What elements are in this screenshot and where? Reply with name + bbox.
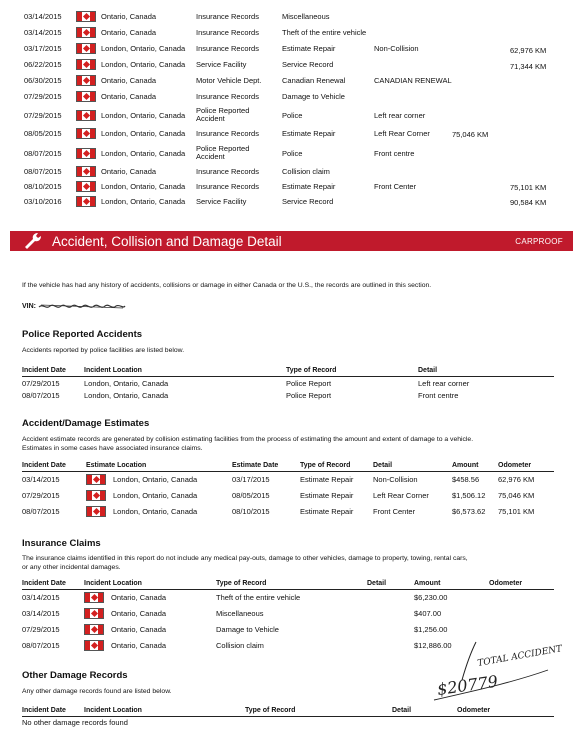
col-header-type: Type of Record xyxy=(216,580,267,587)
estimate-row-type: Estimate Repair xyxy=(300,491,354,500)
estimate-row-type: Estimate Repair xyxy=(300,507,354,516)
col-header-type: Type of Record xyxy=(300,462,351,469)
estimate-row-amount: $458.56 xyxy=(452,475,480,484)
col-header-estimate-date: Estimate Date xyxy=(232,462,279,469)
record-date: 03/10/2016 xyxy=(24,197,62,206)
estimate-row-location: London, Ontario, Canada xyxy=(113,491,198,500)
police-section-desc: Accidents reported by police facilities are listed below. xyxy=(22,347,185,354)
canada-flag-icon xyxy=(76,110,96,121)
canada-flag-icon xyxy=(84,592,104,603)
claims-section-desc: The insurance claims identified in this report do not include any medical pay-outs, damage to other vehicles, damage to property, towing, rental cars, xyxy=(22,555,468,562)
record-odometer: 62,976 KM xyxy=(510,46,547,55)
record-detail: Non-Collision xyxy=(374,44,419,53)
table-row xyxy=(0,196,579,210)
record-source: Service Facility xyxy=(196,197,247,206)
record-detail: Front Center xyxy=(374,182,417,191)
record-location: London, Ontario, Canada xyxy=(101,44,186,53)
brand-logo: CARPROOF xyxy=(515,237,563,246)
claim-row-type: Theft of the entire vehicle xyxy=(216,593,301,602)
estimate-row-odometer: 62,976 KM xyxy=(498,475,535,484)
claims-section-title: Insurance Claims xyxy=(22,538,101,549)
estimate-row-detail: Front Center xyxy=(373,507,416,516)
header-divider xyxy=(22,376,554,377)
record-date: 03/14/2015 xyxy=(24,12,62,21)
canada-flag-icon xyxy=(76,181,96,192)
record-source: Insurance Records xyxy=(196,182,259,191)
canada-flag-icon xyxy=(76,91,96,102)
record-source: Insurance Records xyxy=(196,129,259,138)
claim-row-date: 03/14/2015 xyxy=(22,593,60,602)
canada-flag-icon xyxy=(84,608,104,619)
police-section-title: Police Reported Accidents xyxy=(22,329,143,340)
record-date: 08/05/2015 xyxy=(24,129,62,138)
table-row xyxy=(0,505,579,519)
estimate-row-estimate-date: 03/17/2015 xyxy=(232,475,270,484)
estimate-row-estimate-date: 08/10/2015 xyxy=(232,507,270,516)
record-detail: Left rear corner xyxy=(374,111,426,120)
table-row xyxy=(0,11,579,25)
record-type: Estimate Repair xyxy=(282,182,336,191)
record-odometer: 75,101 KM xyxy=(510,183,547,192)
table-row xyxy=(0,607,579,621)
estimate-row-date: 03/14/2015 xyxy=(22,475,60,484)
estimates-section-title: Accident/Damage Estimates xyxy=(22,418,150,429)
record-type: Theft of the entire vehicle xyxy=(282,28,367,37)
record-date: 06/30/2015 xyxy=(24,76,62,85)
claims-section-desc-2: or any other incidental damages. xyxy=(22,564,121,571)
record-location: Ontario, Canada xyxy=(101,28,157,37)
handwritten-total-annotation xyxy=(408,640,568,714)
claim-row-type: Damage to Vehicle xyxy=(216,625,279,634)
police-row-location: London, Ontario, Canada xyxy=(84,391,169,400)
police-row-type: Police Report xyxy=(286,391,332,400)
canada-flag-icon xyxy=(84,624,104,635)
estimate-row-date: 08/07/2015 xyxy=(22,507,60,516)
record-location: Ontario, Canada xyxy=(101,167,157,176)
col-header-type: Type of Record xyxy=(286,367,337,374)
claim-row-type: Miscellaneous xyxy=(216,609,264,618)
record-source: Service Facility xyxy=(196,60,247,69)
table-row xyxy=(0,27,579,41)
record-source: Insurance Records xyxy=(196,167,259,176)
record-location: London, Ontario, Canada xyxy=(101,197,186,206)
record-date: 06/22/2015 xyxy=(24,60,62,69)
col-header-detail: Detail xyxy=(392,707,412,714)
claim-row-amount: $12,886.00 xyxy=(414,641,452,650)
record-date: 07/29/2015 xyxy=(24,111,62,120)
record-date: 03/17/2015 xyxy=(24,44,62,53)
header-divider xyxy=(22,471,554,472)
record-location: London, Ontario, Canada xyxy=(101,111,186,120)
section-intro: If the vehicle has had any history of accidents, collisions or damage in either Canada or the U.S., the records are outlined in this section. xyxy=(22,282,432,289)
section-banner xyxy=(10,231,573,251)
record-type: Estimate Repair xyxy=(282,129,336,138)
record-detail: Front centre xyxy=(374,149,415,158)
police-row-type: Police Report xyxy=(286,379,332,388)
header-divider xyxy=(22,589,554,590)
col-header-odometer: Odometer xyxy=(457,707,491,714)
record-date: 08/07/2015 xyxy=(24,167,62,176)
table-row xyxy=(0,59,579,73)
record-source: Police Reported Accident xyxy=(196,106,250,123)
col-header-detail: Detail xyxy=(367,580,387,587)
col-header-location: Incident Location xyxy=(84,580,142,587)
col-header-location: Incident Location xyxy=(84,707,142,714)
estimate-row-type: Estimate Repair xyxy=(300,475,354,484)
claim-row-amount: $6,230.00 xyxy=(414,593,448,602)
claim-row-amount: $1,256.00 xyxy=(414,625,448,634)
estimate-row-detail: Non-Collision xyxy=(373,475,418,484)
canada-flag-icon xyxy=(86,490,106,501)
canada-flag-icon xyxy=(76,27,96,38)
record-type: Service Record xyxy=(282,197,334,206)
vin-label: VIN: xyxy=(22,303,36,310)
claim-row-date: 03/14/2015 xyxy=(22,609,60,618)
record-source: Insurance Records xyxy=(196,44,259,53)
col-header-amount: Amount xyxy=(414,580,441,587)
canada-flag-icon xyxy=(86,506,106,517)
other-section-title: Other Damage Records xyxy=(22,670,128,681)
col-header-odometer: Odometer xyxy=(489,580,523,587)
record-type: Miscellaneous xyxy=(282,12,330,21)
police-row-date: 08/07/2015 xyxy=(22,391,60,400)
record-type: Canadian Renewal xyxy=(282,76,346,85)
table-row xyxy=(0,106,579,124)
estimate-row-location: London, Ontario, Canada xyxy=(113,507,198,516)
redacted-vin-scribble xyxy=(38,302,126,311)
svg-text:$20779: $20779 xyxy=(435,671,500,699)
canada-flag-icon xyxy=(76,196,96,207)
record-detail: Left Rear Corner xyxy=(374,129,430,138)
col-header-date: Incident Date xyxy=(22,367,66,374)
estimate-row-estimate-date: 08/05/2015 xyxy=(232,491,270,500)
record-source: Insurance Records xyxy=(196,12,259,21)
table-row xyxy=(0,166,579,180)
estimate-row-amount: $6,573.62 xyxy=(452,507,486,516)
estimate-row-detail: Left Rear Corner xyxy=(373,491,429,500)
col-header-date: Incident Date xyxy=(22,580,66,587)
col-header-location: Estimate Location xyxy=(86,462,147,469)
record-location: London, Ontario, Canada xyxy=(101,60,186,69)
canada-flag-icon xyxy=(76,128,96,139)
col-header-odometer: Odometer xyxy=(498,462,532,469)
table-row xyxy=(0,75,579,89)
claim-row-amount: $407.00 xyxy=(414,609,442,618)
table-row xyxy=(0,91,579,105)
claim-row-location: Ontario, Canada xyxy=(111,625,167,634)
table-row xyxy=(0,489,579,503)
estimate-row-date: 07/29/2015 xyxy=(22,491,60,500)
svg-text:TOTAL ACCIDENT: TOTAL ACCIDENT xyxy=(476,644,563,669)
col-header-detail: Detail xyxy=(373,462,393,469)
record-source: Insurance Records xyxy=(196,92,259,101)
estimate-row-amount: $1,506.12 xyxy=(452,491,486,500)
record-source: Motor Vehicle Dept. xyxy=(196,76,262,85)
canada-flag-icon xyxy=(76,166,96,177)
table-row xyxy=(0,181,579,195)
record-source: Police Reported Accident xyxy=(196,144,250,161)
record-type: Damage to Vehicle xyxy=(282,92,345,101)
record-odometer: 90,584 KM xyxy=(510,198,547,207)
canada-flag-icon xyxy=(76,148,96,159)
table-row xyxy=(0,128,579,142)
record-location: Ontario, Canada xyxy=(101,76,157,85)
table-row xyxy=(0,144,579,162)
police-row-date: 07/29/2015 xyxy=(22,379,60,388)
canada-flag-icon xyxy=(86,474,106,485)
claim-row-location: Ontario, Canada xyxy=(111,593,167,602)
canada-flag-icon xyxy=(76,75,96,86)
col-header-date: Incident Date xyxy=(22,462,66,469)
canada-flag-icon xyxy=(76,11,96,22)
col-header-amount: Amount xyxy=(452,462,479,469)
claim-row-location: Ontario, Canada xyxy=(111,641,167,650)
header-divider xyxy=(22,716,554,717)
record-location: London, Ontario, Canada xyxy=(101,129,186,138)
claim-row-type: Collision claim xyxy=(216,641,264,650)
canada-flag-icon xyxy=(76,59,96,70)
record-date: 07/29/2015 xyxy=(24,92,62,101)
record-detail: CANADIAN RENEWAL xyxy=(374,76,452,85)
table-row xyxy=(0,591,579,605)
police-row-detail: Front centre xyxy=(418,391,459,400)
estimates-section-desc-2: Estimates in some cases have associated insurance claims. xyxy=(22,445,203,452)
record-odometer: 75,046 KM xyxy=(452,130,489,139)
record-date: 03/14/2015 xyxy=(24,28,62,37)
record-location: Ontario, Canada xyxy=(101,12,157,21)
table-row xyxy=(0,473,579,487)
estimate-row-location: London, Ontario, Canada xyxy=(113,475,198,484)
record-location: London, Ontario, Canada xyxy=(101,182,186,191)
section-title: Accident, Collision and Damage Detail xyxy=(52,234,282,249)
record-type: Estimate Repair xyxy=(282,44,336,53)
col-header-date: Incident Date xyxy=(22,707,66,714)
wrench-icon xyxy=(22,232,44,250)
estimate-row-odometer: 75,046 KM xyxy=(498,491,535,500)
claim-row-date: 07/29/2015 xyxy=(22,625,60,634)
record-location: London, Ontario, Canada xyxy=(101,149,186,158)
col-header-location: Incident Location xyxy=(84,367,142,374)
estimate-row-odometer: 75,101 KM xyxy=(498,507,535,516)
record-date: 08/10/2015 xyxy=(24,182,62,191)
record-type: Service Record xyxy=(282,60,334,69)
record-source: Insurance Records xyxy=(196,28,259,37)
record-odometer: 71,344 KM xyxy=(510,62,547,71)
record-date: 08/07/2015 xyxy=(24,149,62,158)
record-type: Police xyxy=(282,111,303,120)
canada-flag-icon xyxy=(76,43,96,54)
table-row xyxy=(0,623,579,637)
record-type: Collision claim xyxy=(282,167,330,176)
record-location: Ontario, Canada xyxy=(101,92,157,101)
police-row-location: London, Ontario, Canada xyxy=(84,379,169,388)
claim-row-location: Ontario, Canada xyxy=(111,609,167,618)
col-header-type: Type of Record xyxy=(245,707,296,714)
police-row-detail: Left rear corner xyxy=(418,379,470,388)
other-section-desc: Any other damage records found are listed below. xyxy=(22,688,172,695)
canada-flag-icon xyxy=(84,640,104,651)
record-type: Police xyxy=(282,149,303,158)
claim-row-date: 08/07/2015 xyxy=(22,641,60,650)
estimates-section-desc: Accident estimate records are generated by collision estimating facilities from the process of estimating the amount and extent of damage to a vehicle. xyxy=(22,436,474,443)
empty-records-message: No other damage records found xyxy=(22,718,128,727)
table-row xyxy=(0,43,579,57)
col-header-detail: Detail xyxy=(418,367,438,374)
